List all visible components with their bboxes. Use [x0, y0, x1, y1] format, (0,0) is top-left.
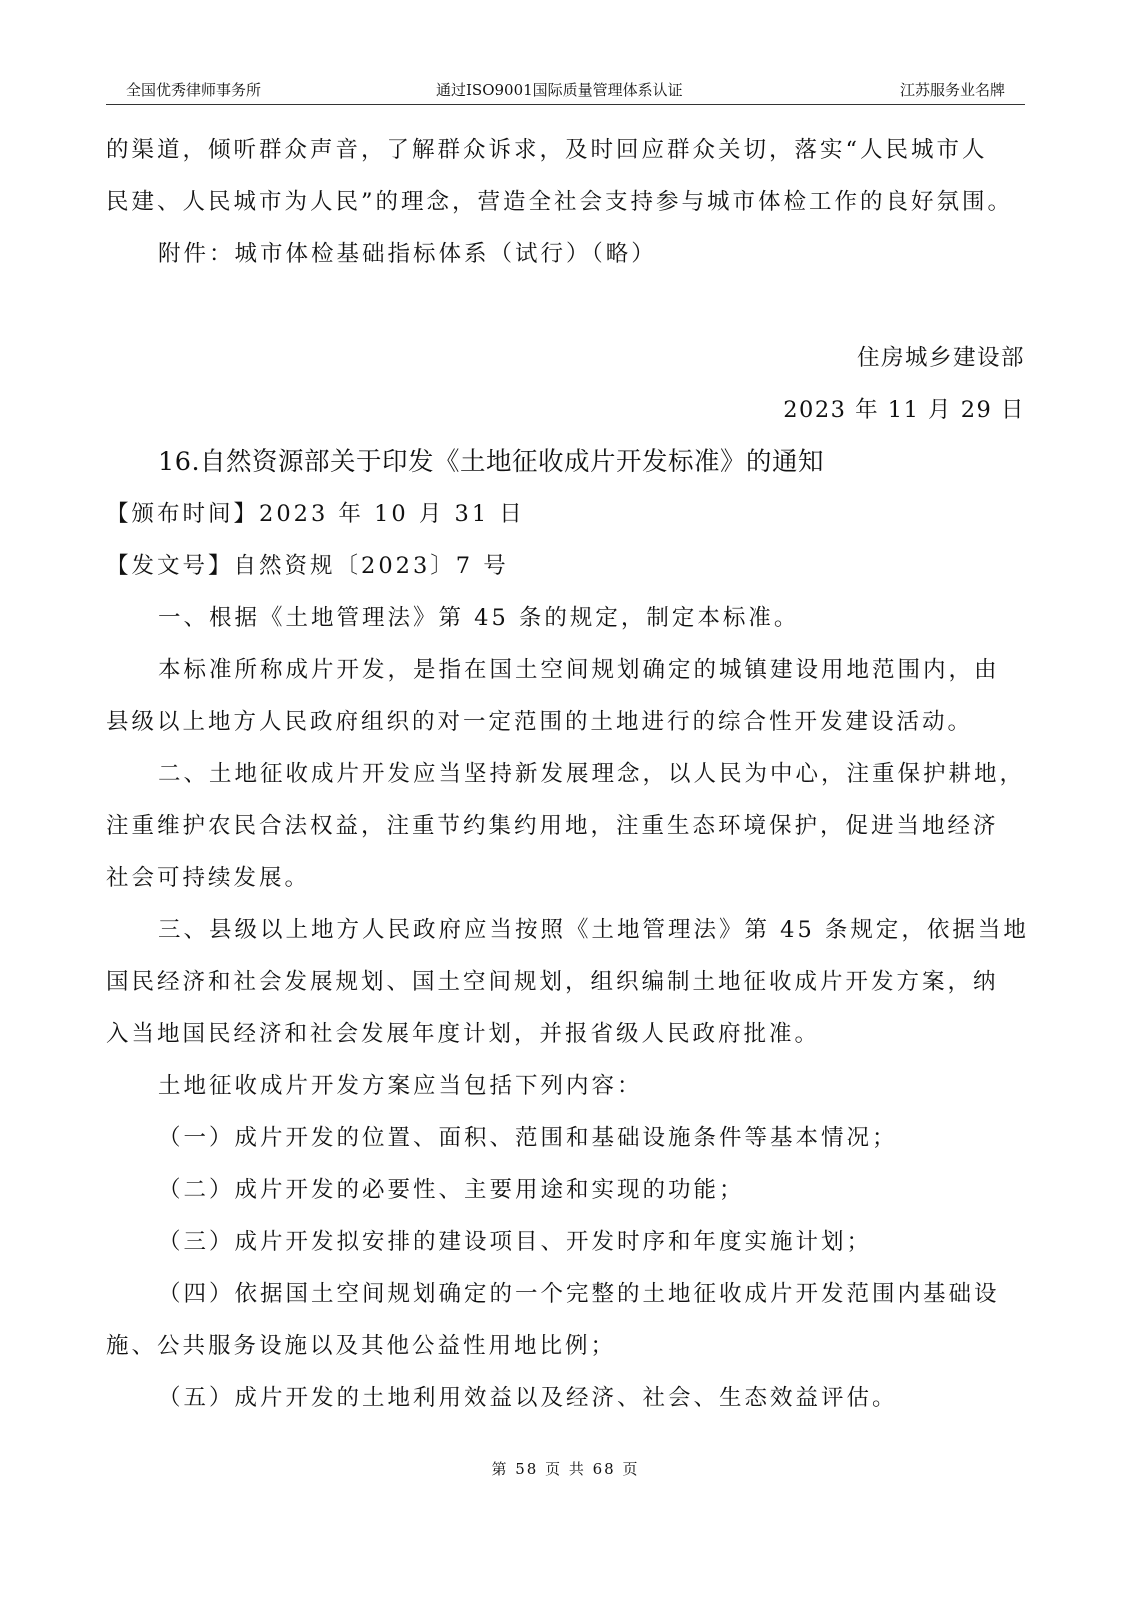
- paragraph-line: 本标准所称成片开发，是指在国土空间规划确定的城镇建设用地范围内，由: [158, 657, 1000, 683]
- section-title: 16.自然资源部关于印发《土地征收成片开发标准》的通知: [158, 447, 825, 477]
- header-left-text: 全国优秀律师事务所: [126, 81, 262, 99]
- list-item: （三）成片开发拟安排的建设项目、开发时序和年度实施计划；: [158, 1229, 873, 1255]
- page-header: [106, 78, 1025, 105]
- header-right-text: 江苏服务业名牌: [899, 81, 1005, 99]
- list-item: （二）成片开发的必要性、主要用途和实现的功能；: [158, 1177, 745, 1203]
- paragraph-line: 民建、人民城市为人民”的理念，营造全社会支持参与城市体检工作的良好氛围。: [106, 189, 1014, 215]
- paragraph-line: 的渠道，倾听群众声音，了解群众诉求，及时回应群众关切，落实“人民城市人: [106, 137, 988, 163]
- paragraph-line: 施、公共服务设施以及其他公益性用地比例；: [106, 1333, 617, 1359]
- attachment-note: 附件：城市体检基础指标体系（试行）（略）: [158, 241, 657, 267]
- paragraph-line: 县级以上地方人民政府组织的对一定范围的土地进行的综合性开发建设活动。: [106, 709, 974, 735]
- document-body: [106, 124, 1029, 1424]
- clause-1: 一、根据《土地管理法》第 45 条的规定，制定本标准。: [158, 605, 800, 631]
- document-number: 【发文号】自然资规〔2023〕7 号: [106, 553, 509, 579]
- header-center-text: 通过ISO9001国际质量管理体系认证: [436, 81, 683, 99]
- paragraph-line: 注重维护农民合法权益，注重节约集约用地，注重生态环境保护，促进当地经济: [106, 813, 999, 839]
- plan-contents-intro: 土地征收成片开发方案应当包括下列内容：: [158, 1073, 643, 1099]
- blank-line: [106, 280, 1025, 332]
- paragraph-line: 社会可持续发展。: [106, 865, 311, 891]
- page-number: 第 58 页 共 68 页: [491, 1460, 640, 1478]
- issue-date: 2023 年 11 月 29 日: [783, 397, 1025, 423]
- clause-3: 三、县级以上地方人民政府应当按照《土地管理法》第 45 条规定，依据当地: [158, 917, 1029, 943]
- issuing-authority: 住房城乡建设部: [856, 345, 1025, 371]
- list-item: （四）依据国土空间规划确定的一个完整的土地征收成片开发范围内基础设: [158, 1281, 1000, 1307]
- paragraph-line: 入当地国民经济和社会发展年度计划，并报省级人民政府批准。: [106, 1021, 821, 1047]
- list-item: （五）成片开发的土地利用效益以及经济、社会、生态效益评估。: [158, 1385, 898, 1411]
- issue-time: 【颁布时间】2023 年 10 月 31 日: [106, 501, 525, 527]
- paragraph-line: 国民经济和社会发展规划、国土空间规划，组织编制土地征收成片开发方案，纳: [106, 969, 999, 995]
- clause-2: 二、土地征收成片开发应当坚持新发展理念，以人民为中心，注重保护耕地，: [158, 761, 1026, 787]
- list-item: （一）成片开发的位置、面积、范围和基础设施条件等基本情况；: [158, 1125, 898, 1151]
